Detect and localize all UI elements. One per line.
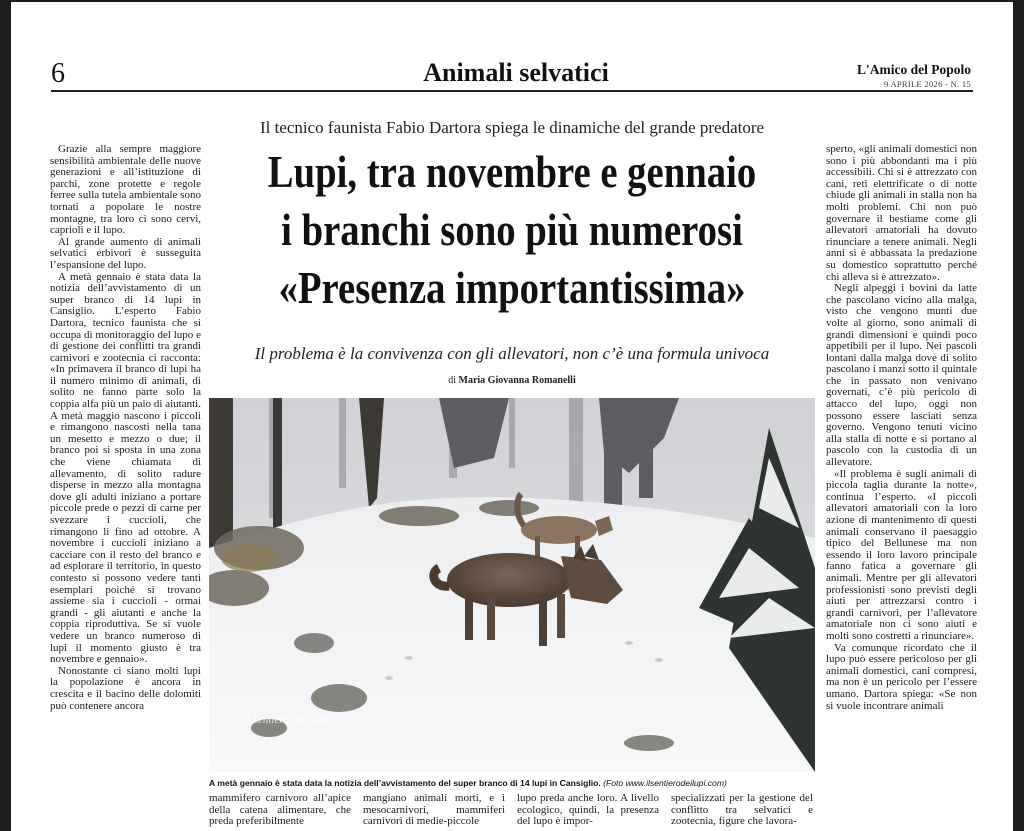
page-number: 6: [51, 58, 65, 89]
bottom-column-1: mammifero carnivoro all’apice della catena alimentare, che preda preferibilmente: [209, 793, 351, 828]
byline-prefix: di: [448, 375, 457, 386]
caption-credit: (Foto www.ilsentierodeilupi.com): [603, 778, 727, 788]
right-paragraph: sperto, «gli animali domestici non sono i più abbondanti ma i più accessibili. Chi si è attrezzato con cani, reti elettrificate o di notte chiude gli animali in stalla non ha molti problemi. Chi non può governare il bestiame come gli allevatori amatoriali ha dovuto rinunciare a tenere animali. Negli anni si è abbassata la predazione su domestico soprattutto perché chi alleva si è attrezzato».: [826, 144, 977, 283]
left-paragraph: A metà gennaio è stata data la notizia dell’avvistamento di un super branco di 14 lupi in Cansiglio. L’esperto Fabio Dartora, tecnico faunista che si occupa di monitoraggio del lupo e di gestione dei conflitti tra grandi carnivori e zootecnia ci racconta: «In primavera il branco di lupi ha il numero minimo di animali, di solito ne fanno parte solo la coppia alfa più un paio di aiutanti. A metà maggio nascono i piccoli e rimangono nascosti nella tana un mesetto e mezzo o due; il branco poi si sposta in una zona che viene chiamata di allevamento, di solito radure disperse in mezzo alla montagna dove gli adulti iniziano a portare piccole prede o pezzi di carne per svezzare i cuccioli, che rimangono lì fino ad ottobre. A novembre i cuccioli iniziano a cacciare con il resto del branco e ad esplorare il territorio, in questo contesto si possono vedere tanti esemplari poiché si trovano assieme sia i cuccioli - ormai grandi - gli aiutanti e anche la coppia riproduttiva. Se si vuole vedere un branco numeroso di lupi il momento giusto è tra novembre e gennaio».: [50, 270, 201, 666]
photo-watermark: Il Sentiero dei Lupi: [243, 714, 328, 726]
headline-line-3: «Presenza importantissima»: [278, 263, 746, 313]
bottom-column-3: lupo preda anche loro. A livello ecologico, quindi, la presenza del lupo è impor-: [517, 793, 659, 828]
right-column: [826, 144, 977, 831]
masthead: L'Amico del Popolo: [857, 62, 971, 77]
byline-author: Maria Giovanna Romanelli: [458, 375, 576, 386]
article-subtitle: Il problema è la convivenza con gli allevatori, non c’è una formula univoca: [254, 344, 770, 363]
caption-text: A metà gennaio è stata data la notizia dell’avvistamento del super branco di 14 lupi in Cansiglio.: [209, 778, 601, 788]
left-paragraph: Nonostante ci siano molti lupi la popolazione è ancora in crescita e il bacino delle dolomiti può contenere ancora: [50, 664, 201, 712]
section-title: Animali selvatici: [423, 58, 609, 87]
right-paragraph: «Il problema è sugli animali di piccola taglia durante la notte», continua l’esperto. «I piccoli allevatori amatoriali con la loro azione di mantenimento di questi animali conservano il paesaggio tipico del Bellunese ma non essendo il loro lavoro principale fanno fatica a governare gli animali. Mentre per gli allevatori professionisti sono previsti degli aiuti per attrezzarsi contro i grandi carnivori, per l’allevatore amatoriale non ci sono aiuti e molti sono costretti a rinunciare».: [826, 467, 977, 642]
left-paragraph: Grazie alla sempre maggiore sensibilità ambientale delle nuove generazioni e all’istituzione di parchi, zone protette e regole ferree sulla tutela ambientale sono tornati a popolare le nostre montagne, tra loro ci sono cervi, caprioli e il lupo.: [50, 144, 201, 237]
bottom-column-2: mangiano animali morti, e i mesocarnivori, mammiferi carnivori di medie-piccole: [363, 793, 505, 828]
headline-line-1: Lupi, tra novembre e gennaio: [267, 147, 757, 197]
right-paragraph: Va comunque ricordato che il lupo può essere pericoloso per gli animali domestici, cani compresi, ma non è un pericolo per l’essere umano. Dartora spiega: «Se non si vuole incontrare animali: [826, 641, 977, 712]
header-rule: [51, 90, 973, 92]
left-paragraph: Al grande aumento di animali selvatici erbivori è susseguita l’espansione del lupo.: [50, 235, 201, 271]
byline: [207, 374, 817, 388]
article-kicker: Il tecnico faunista Fabio Dartora spiega le dinamiche del grande predatore: [259, 118, 765, 137]
issue-date: 9 APRILE 2026 - N. 15: [883, 79, 971, 89]
right-paragraph: Negli alpeggi i bovini da latte che pascolano vicino alla malga, visto che vengono munti due volte al giorno, sono animali di grandi dimensioni e quindi poco appetibili per il lupo. Nei pascoli lontani dalla malga dove di solito pascolano i manzi sotto il quintale che in passato non venivano governati, c’è più pericolo di attacco del lupo, oggi non possono essere lasciati senza governo. Vengono tenuti vicino alla stalla di notte e si portano al pascolo con la custodia di un allevatore.: [826, 282, 977, 469]
left-column: [50, 144, 201, 831]
wolves-photo: [209, 398, 815, 772]
newspaper-page: [11, 2, 1013, 831]
headline-line-2: i branchi sono più numerosi: [281, 205, 743, 255]
bottom-column-4: specializzati per la gestione del conflitto tra selvatici e zootecnia, figure che lavora-: [671, 793, 813, 828]
photo-caption: [209, 777, 819, 789]
